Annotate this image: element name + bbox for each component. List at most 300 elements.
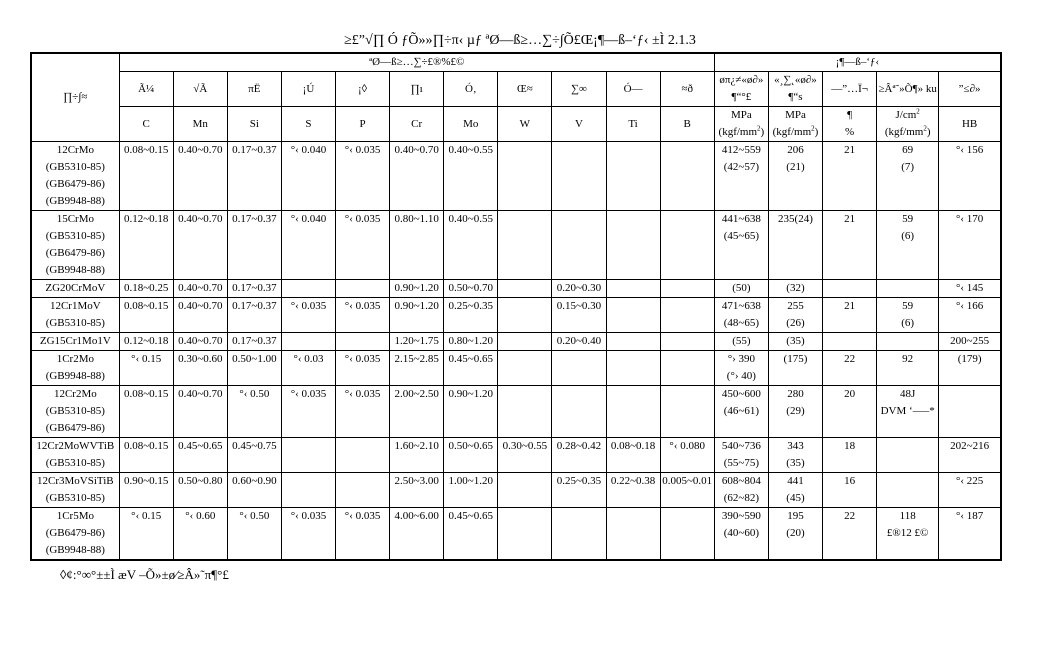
- mech-value: 412~559: [721, 144, 761, 156]
- chem-value: 0.08~0.15: [123, 388, 169, 400]
- chem-value: 0.80~1.20: [448, 335, 493, 347]
- mech-property-name: «¸∑˛«ø∂» ¶“s: [774, 74, 817, 103]
- chem-cell: [390, 333, 444, 351]
- chem-cell: [498, 508, 552, 561]
- chem-value: 0.25~0.35: [448, 300, 493, 312]
- chem-cell: [606, 142, 660, 211]
- chem-cell: [281, 333, 335, 351]
- element-symbol-header: S: [281, 107, 335, 142]
- mech-value: (55~75): [723, 457, 760, 469]
- chem-cell: [390, 298, 444, 333]
- table-row: [31, 438, 1001, 473]
- mech-value: (62~82): [723, 492, 760, 504]
- unit-superscript: 2: [757, 124, 761, 133]
- mech-value: 441~638: [721, 213, 761, 225]
- grade-line: (GB9948-88): [45, 195, 105, 207]
- chem-cell: [281, 211, 335, 280]
- mech-value: 471~638: [721, 300, 761, 312]
- chem-cell: [390, 142, 444, 211]
- chem-cell: [498, 386, 552, 438]
- chem-cell: [660, 280, 714, 298]
- chem-cell: [227, 386, 281, 438]
- chem-value: 0.20~0.30: [556, 282, 602, 294]
- chem-value: °‹ 0.035: [344, 300, 381, 312]
- mech-property-header: [823, 72, 877, 107]
- mech-value: (26): [786, 317, 805, 329]
- mech-cell: [939, 333, 1001, 351]
- chem-cell: [660, 473, 714, 508]
- mech-value: DVM ‘–—*: [880, 405, 935, 417]
- mech-cell: [714, 333, 768, 351]
- chem-value: 0.50~0.80: [178, 475, 223, 487]
- element-name-header: Œ≈: [498, 72, 552, 107]
- chem-value: 0.08~0.18: [610, 440, 656, 452]
- mech-value: 206: [787, 144, 804, 156]
- mech-value: °‹ 187: [955, 510, 984, 522]
- chem-value: 0.25~0.35: [556, 475, 602, 487]
- chem-cell: [606, 333, 660, 351]
- element-name-header: ∑∞: [552, 72, 606, 107]
- chem-cell: [227, 473, 281, 508]
- chem-cell: [390, 473, 444, 508]
- grade-cell: [31, 211, 119, 280]
- mech-unit-header: [823, 107, 877, 142]
- chem-cell: [173, 508, 227, 561]
- chem-cell: [552, 333, 606, 351]
- mech-value: (35): [786, 457, 805, 469]
- chem-cell: [281, 142, 335, 211]
- mech-cell: [714, 298, 768, 333]
- chem-value: 0.45~0.65: [448, 510, 493, 522]
- element-name-header: πË: [227, 72, 281, 107]
- grade-line: (GB6479-86): [45, 422, 105, 434]
- chem-value: 0.17~0.37: [232, 300, 277, 312]
- grade-cell: [31, 351, 119, 386]
- grade-line: 12Cr3MoVSiTiB: [37, 475, 114, 487]
- chem-cell: [660, 333, 714, 351]
- mech-value: °‹ 170: [955, 213, 984, 225]
- element-name-header: √Ã: [173, 72, 227, 107]
- chem-cell: [606, 508, 660, 561]
- chem-cell: [552, 438, 606, 473]
- element-name-header: ∏ı: [390, 72, 444, 107]
- chem-cell: [660, 351, 714, 386]
- mech-value: 390~590: [721, 510, 761, 522]
- element-symbol-header: B: [660, 107, 714, 142]
- chem-value: 0.12~0.18: [123, 213, 169, 225]
- mech-cell: [714, 386, 768, 438]
- chem-cell: [119, 508, 173, 561]
- chem-value: 0.17~0.37: [232, 282, 277, 294]
- chem-cell: [119, 438, 173, 473]
- mech-value: (6): [901, 230, 915, 242]
- mech-unit: MPa: [785, 109, 806, 121]
- chem-value: 0.90~1.20: [394, 282, 439, 294]
- chem-cell: [444, 508, 498, 561]
- grade-cell: [31, 280, 119, 298]
- chem-value: °‹ 0.15: [131, 353, 162, 365]
- element-name-header: Ó—: [606, 72, 660, 107]
- element-symbol-header: Mo: [444, 107, 498, 142]
- table-row: [31, 386, 1001, 438]
- footnote: ◊¢:°∞°±±Ì æV –Õ»±ø⁄≥Â»˜π¶°£: [60, 567, 229, 582]
- table-row: [31, 508, 1001, 561]
- chem-cell: [552, 298, 606, 333]
- chem-cell: [227, 438, 281, 473]
- chem-value: 0.90~1.20: [448, 388, 493, 400]
- chem-cell: [444, 333, 498, 351]
- mech-property-name: ”≤∂»: [958, 82, 981, 95]
- chem-value: 0.80~1.10: [394, 213, 439, 225]
- chem-value: °‹ 0.080: [669, 440, 705, 452]
- grade-cell: [31, 473, 119, 508]
- mech-value: °‹ 166: [955, 300, 984, 312]
- mech-value: 343: [787, 440, 804, 452]
- chem-cell: [552, 351, 606, 386]
- table-row: [31, 142, 1001, 211]
- chem-cell: [390, 508, 444, 561]
- chem-cell: [173, 386, 227, 438]
- mech-value: 195: [787, 510, 804, 522]
- mech-value: °‹ 156: [955, 144, 984, 156]
- mech-value: (40~60): [723, 527, 760, 539]
- chem-cell: [281, 298, 335, 333]
- chem-cell: [606, 280, 660, 298]
- chem-cell: [390, 211, 444, 280]
- chem-value: 0.50~0.65: [448, 440, 493, 452]
- chem-value: 0.15~0.30: [556, 300, 602, 312]
- mech-unit-header: [714, 107, 768, 142]
- chem-value: 2.15~2.85: [394, 353, 439, 365]
- mech-cell: [768, 298, 822, 333]
- mech-unit-alt: %: [844, 126, 855, 138]
- mech-cell: [939, 211, 1001, 280]
- grade-line: (GB6479-86): [45, 178, 105, 190]
- mech-cell: [768, 386, 822, 438]
- chem-value: 0.45~0.65: [178, 440, 223, 452]
- chem-cell: [498, 280, 552, 298]
- mech-cell: [768, 142, 822, 211]
- chem-value: °‹ 0.035: [344, 510, 381, 522]
- mech-cell: [877, 438, 939, 473]
- grade-cell: [31, 298, 119, 333]
- chem-cell: [281, 280, 335, 298]
- mech-cell: [939, 280, 1001, 298]
- chem-cell: [281, 386, 335, 438]
- mech-value: 21: [844, 300, 856, 312]
- grade-line: (GB5310-85): [45, 492, 105, 504]
- chem-value: 0.90~0.15: [123, 475, 169, 487]
- chem-cell: [444, 351, 498, 386]
- chem-value: 0.20~0.40: [556, 335, 602, 347]
- chem-value: 0.08~0.15: [123, 440, 169, 452]
- element-symbol-header: Ti: [606, 107, 660, 142]
- chem-value: °‹ 0.035: [290, 510, 327, 522]
- element-symbol-header: P: [336, 107, 390, 142]
- mech-unit-close: ): [760, 126, 765, 138]
- grade-line: 12Cr1MoV: [49, 300, 101, 312]
- mech-cell: [877, 280, 939, 298]
- mech-value: (46~61): [723, 405, 760, 417]
- element-name-header: ¡◊: [336, 72, 390, 107]
- mech-value: (6): [901, 317, 915, 329]
- mech-value: (29): [786, 405, 805, 417]
- chem-cell: [444, 386, 498, 438]
- mech-value: 59: [902, 213, 914, 225]
- chem-cell: [173, 211, 227, 280]
- chem-cell: [119, 473, 173, 508]
- chem-cell: [606, 298, 660, 333]
- mech-cell: [823, 280, 877, 298]
- chem-value: °‹ 0.035: [344, 213, 381, 225]
- grade-line: (GB6479-86): [45, 527, 105, 539]
- mech-unit-header: [939, 107, 1001, 142]
- grade-line: (GB5310-85): [45, 161, 105, 173]
- mech-cell: [768, 351, 822, 386]
- chem-cell: [281, 438, 335, 473]
- mech-value: 608~804: [721, 475, 761, 487]
- element-symbol-header: Cr: [390, 107, 444, 142]
- chem-cell: [119, 280, 173, 298]
- chem-value: 0.28~0.42: [556, 440, 602, 452]
- mech-value: 20: [844, 388, 856, 400]
- mech-value: 202~216: [950, 440, 990, 452]
- grade-line: (GB9948-88): [45, 544, 105, 556]
- chem-cell: [227, 298, 281, 333]
- grade-line: (GB5310-85): [45, 230, 105, 242]
- mech-cell: [714, 508, 768, 561]
- chem-cell: [336, 438, 390, 473]
- chem-value: 0.08~0.15: [123, 144, 169, 156]
- chem-value: 0.40~0.55: [448, 144, 493, 156]
- mech-unit: J/cm: [895, 109, 917, 121]
- chem-value: 0.40~0.55: [448, 213, 493, 225]
- mech-cell: [939, 351, 1001, 386]
- element-symbol-header: W: [498, 107, 552, 142]
- chem-value: 0.45~0.75: [232, 440, 277, 452]
- mech-unit: ¶: [847, 109, 853, 121]
- chem-cell: [119, 211, 173, 280]
- mech-cell: [714, 211, 768, 280]
- element-name-header: ≈ð: [660, 72, 714, 107]
- chem-value: 0.40~0.70: [178, 300, 223, 312]
- mech-value: 22: [844, 353, 856, 365]
- mech-value: (35): [786, 335, 805, 347]
- chem-cell: [336, 386, 390, 438]
- mech-value: 118: [899, 510, 916, 522]
- chem-value: 2.00~2.50: [394, 388, 439, 400]
- element-symbol-header: Si: [227, 107, 281, 142]
- mech-value: 21: [844, 213, 856, 225]
- mech-value: (45): [786, 492, 805, 504]
- chem-value: °‹ 0.60: [185, 510, 216, 522]
- chem-value: °‹ 0.035: [344, 144, 381, 156]
- mech-unit: MPa: [730, 109, 752, 121]
- table-title: ≥£”√∏ Ó ƒÕ»»∏÷π‹ µƒ ªØ—ß≥…∑÷∫Õ£Œ¡¶—ß–‘ƒ‹ ±Ì 2.1.3: [344, 33, 696, 48]
- mech-value: (°› 40): [726, 370, 756, 382]
- table-row: [31, 280, 1001, 298]
- mech-cell: [939, 508, 1001, 561]
- mech-unit-alt: (kgf/mm: [772, 126, 812, 138]
- mech-cell: [939, 142, 1001, 211]
- chem-value: 0.40~0.70: [394, 144, 439, 156]
- mech-value: 92: [902, 353, 914, 365]
- chem-cell: [336, 351, 390, 386]
- chem-value: °‹ 0.035: [344, 353, 381, 365]
- mech-value: 280: [787, 388, 804, 400]
- chem-value: 0.22~0.38: [610, 475, 656, 487]
- mech-value: °‹ 145: [955, 282, 984, 294]
- mech-value: 450~600: [721, 388, 761, 400]
- chem-value: 0.12~0.18: [123, 335, 169, 347]
- chem-value: °‹ 0.50: [239, 388, 270, 400]
- mech-cell: [877, 473, 939, 508]
- chem-cell: [336, 333, 390, 351]
- steel-spec-table: [30, 52, 1002, 561]
- mech-value: 255: [787, 300, 804, 312]
- chem-cell: [552, 280, 606, 298]
- chem-value: 1.60~2.10: [394, 440, 439, 452]
- mech-property-header: [877, 72, 939, 107]
- mech-property-header: [768, 72, 822, 107]
- mech-value: (50): [732, 282, 751, 294]
- mech-cell: [714, 351, 768, 386]
- grade-line: (GB6479-86): [45, 247, 105, 259]
- chem-cell: [227, 333, 281, 351]
- mech-cell: [877, 298, 939, 333]
- chem-cell: [227, 142, 281, 211]
- chem-cell: [660, 142, 714, 211]
- chem-value: 0.18~0.25: [123, 282, 169, 294]
- grade-line: (GB5310-85): [45, 317, 105, 329]
- chem-cell: [606, 438, 660, 473]
- chem-cell: [173, 298, 227, 333]
- mech-property-name: —”…Ï¬: [831, 82, 868, 95]
- mech-cell: [768, 211, 822, 280]
- chem-cell: [498, 473, 552, 508]
- chem-cell: [173, 333, 227, 351]
- mech-cell: [939, 473, 1001, 508]
- chem-cell: [281, 351, 335, 386]
- mech-property-name: ≥Âª˜»Õ¶» ku: [878, 82, 937, 95]
- chem-cell: [498, 142, 552, 211]
- mech-cell: [823, 473, 877, 508]
- grade-line: (GB5310-85): [45, 405, 105, 417]
- chem-cell: [606, 351, 660, 386]
- chem-value: 0.60~0.90: [232, 475, 277, 487]
- chem-cell: [552, 386, 606, 438]
- grade-line: (GB5310-85): [45, 457, 105, 469]
- chem-value: 0.50~1.00: [232, 353, 277, 365]
- table-row: [31, 473, 1001, 508]
- mech-cell: [823, 386, 877, 438]
- element-name-header: Ó‚: [444, 72, 498, 107]
- chem-group-header: ªØ—ß≥…∑÷£®%£©: [119, 53, 714, 72]
- chem-cell: [336, 298, 390, 333]
- mech-property-name: øπ¿≠«ø∂» ¶“°£: [719, 74, 764, 103]
- chem-cell: [173, 351, 227, 386]
- mech-cell: [877, 386, 939, 438]
- chem-cell: [498, 351, 552, 386]
- chem-cell: [444, 211, 498, 280]
- mech-value: (21): [786, 161, 805, 173]
- mech-cell: [823, 351, 877, 386]
- chem-value: °‹ 0.040: [290, 213, 327, 225]
- mech-unit-header: [877, 107, 939, 142]
- mech-value: (48~65): [723, 317, 760, 329]
- chem-value: 0.50~0.70: [448, 282, 493, 294]
- chem-value: 0.40~0.70: [178, 388, 223, 400]
- mech-cell: [714, 142, 768, 211]
- mech-cell: [714, 280, 768, 298]
- chem-cell: [390, 351, 444, 386]
- mech-value: °› 390: [727, 353, 756, 365]
- chem-cell: [281, 508, 335, 561]
- grade-line: (GB9948-88): [45, 264, 105, 276]
- chem-value: 0.17~0.37: [232, 335, 277, 347]
- mech-cell: [939, 298, 1001, 333]
- chem-cell: [336, 142, 390, 211]
- mech-unit-close: ): [814, 126, 819, 138]
- mech-cell: [823, 142, 877, 211]
- table-row: [31, 351, 1001, 386]
- chem-value: 0.40~0.70: [178, 144, 223, 156]
- mech-value: 21: [844, 144, 856, 156]
- chem-cell: [498, 438, 552, 473]
- chem-value: 0.45~0.65: [448, 353, 493, 365]
- mech-cell: [823, 211, 877, 280]
- chem-cell: [227, 211, 281, 280]
- mech-value: (32): [786, 282, 805, 294]
- mech-cell: [768, 508, 822, 561]
- chem-value: °‹ 0.035: [344, 388, 381, 400]
- chem-cell: [173, 280, 227, 298]
- chem-cell: [552, 508, 606, 561]
- mech-property-header: [939, 72, 1001, 107]
- chem-cell: [444, 142, 498, 211]
- chem-value: 4.00~6.00: [394, 510, 439, 522]
- chem-cell: [444, 280, 498, 298]
- chem-value: °‹ 0.035: [290, 388, 327, 400]
- chem-cell: [119, 333, 173, 351]
- element-name-header: ¡Ú: [281, 72, 335, 107]
- chem-cell: [227, 508, 281, 561]
- mech-unit-close: ): [926, 126, 931, 138]
- chem-value: 1.00~1.20: [448, 475, 493, 487]
- chem-cell: [336, 211, 390, 280]
- mech-value: 69: [902, 144, 914, 156]
- mech-unit: HB: [961, 117, 978, 130]
- mech-cell: [823, 438, 877, 473]
- chem-value: 0.08~0.15: [123, 300, 169, 312]
- mech-value: (20): [786, 527, 805, 539]
- chem-cell: [552, 211, 606, 280]
- chem-cell: [606, 386, 660, 438]
- mech-value: 235(24): [778, 213, 813, 225]
- mech-cell: [877, 333, 939, 351]
- chem-cell: [227, 351, 281, 386]
- chem-cell: [119, 351, 173, 386]
- chem-cell: [119, 386, 173, 438]
- chem-cell: [444, 298, 498, 333]
- chem-cell: [119, 298, 173, 333]
- grade-line: 12CrMo: [56, 144, 94, 156]
- mech-unit-header: [768, 107, 822, 142]
- chem-cell: [660, 508, 714, 561]
- mech-value: °‹ 225: [955, 475, 984, 487]
- mech-value: £®12 £©: [886, 527, 929, 539]
- mech-value: (55): [732, 335, 751, 347]
